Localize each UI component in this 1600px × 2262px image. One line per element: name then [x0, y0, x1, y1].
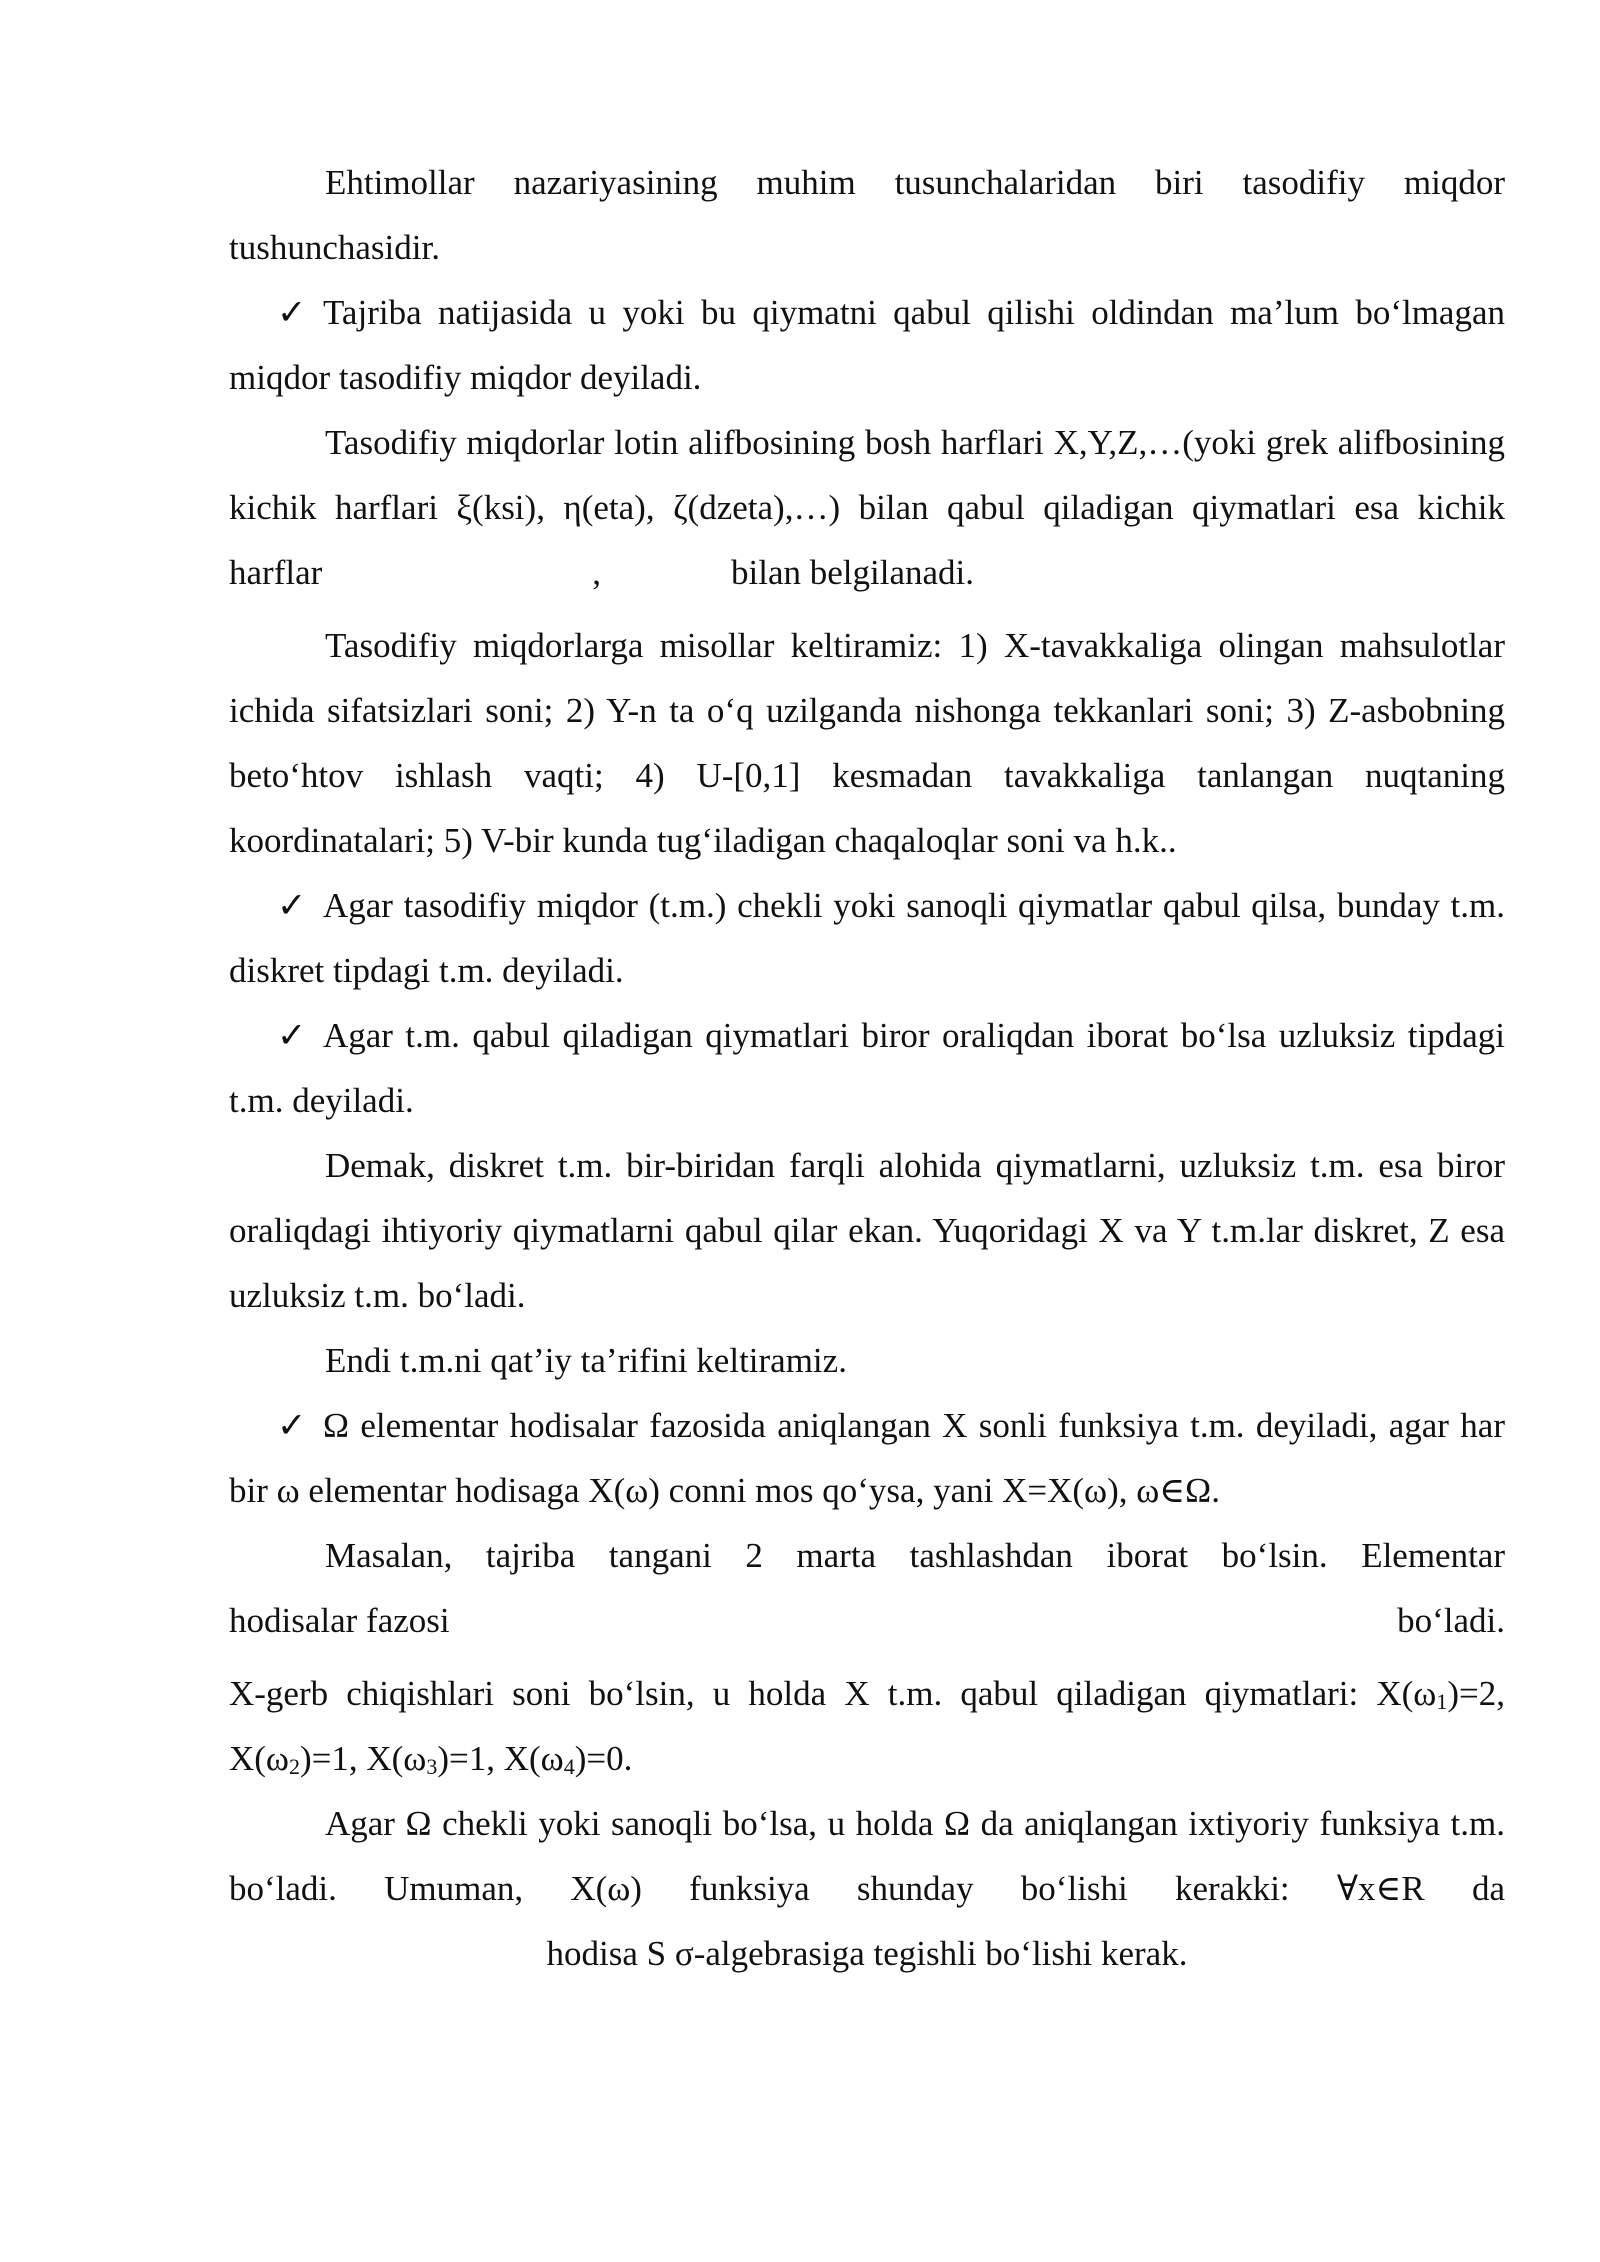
- paragraph-example-coin: Masalan, tajriba tangani 2 marta tashlashdan iborat bo‘lsin. Elementar: [325, 1536, 1505, 1575]
- notation-end: bilan belgilanadi.: [731, 553, 974, 592]
- strict-definition-text: Ω elementar hodisalar fazosida aniqlangan X sonli funksiya t.m. deyiladi, agar har bir ω elementar hodisaga X(ω) conni mos qo‘ysa, yani X=X(ω), ω∈Ω.: [229, 1406, 1505, 1510]
- paragraph-strict-definition: [229, 1393, 1505, 1523]
- elementary-events-end: bo‘ladi.: [1397, 1601, 1505, 1640]
- paragraph-coin-values: [229, 1661, 1505, 1791]
- elementary-events-label: hodisalar fazosi: [229, 1601, 450, 1640]
- coin-values-text: X-gerb chiqishlari soni bo‘lsin, u holda X t.m. qabul qiladigan qiymatlari: X(ω: [229, 1674, 1437, 1713]
- paragraph-finite-omega: Agar Ω chekli yoki sanoqli bo‘lsa, u holda Ω da aniqlangan ixtiyoriy funksiya t.m. bo‘ladi. Umuman, X(ω) funksiya shunday bo‘lishi kerakki: ∀x∈R da: [229, 1804, 1505, 1908]
- checkmark-icon: ✓: [277, 1016, 307, 1055]
- continuous-text: Agar t.m. qabul qiladigan qiymatlari biror oraliqdan iborat bo‘lsa uzluksiz tipdagi t.m. deyiladi.: [229, 1016, 1505, 1120]
- paragraph-continuous-definition: [229, 1003, 1505, 1133]
- document-page: [229, 150, 1505, 1986]
- checkmark-icon: ✓: [277, 886, 307, 925]
- notation-text: Tasodifiy miqdorlar lotin alifbosining bosh harflari X,Y,Z,…(yoki grek alifbosining kichik harflari ξ(ksi), η(eta), ζ(dzeta),…) bilan qabul qiladigan qiymatlari esa kichik harflar: [229, 423, 1505, 592]
- paragraph-strict-definition-intro: Endi t.m.ni qat’iy ta’rifini keltiramiz.: [325, 1341, 847, 1380]
- definition-text: Tajriba natijasida u yoki bu qiymatni qabul qilishi oldindan ma’lum bo‘lmagan miqdor tasodifiy miqdor deyiladi.: [229, 293, 1505, 397]
- coin-values-text: )=1, X(ω: [299, 1739, 427, 1778]
- coin-values-text: )=2, X(ω: [229, 1674, 1505, 1778]
- elementary-events-line: [229, 1588, 1505, 1653]
- subscript-2: 2: [288, 1754, 300, 1779]
- checkmark-icon: ✓: [277, 293, 307, 332]
- paragraph-intro: Ehtimollar nazariyasining muhim tusunchalaridan biri tasodifiy miqdor tushunchasidir.: [229, 163, 1505, 267]
- paragraph-discrete-definition: [229, 873, 1505, 1003]
- paragraph-summary: Demak, diskret t.m. bir-biridan farqli alohida qiymatlarni, uzluksiz t.m. esa biror oraliqdagi ihtiyoriy qiymatlarni qabul qilar ekan. Yuqoridagi X va Y t.m.lar diskret, Z esa uzluksiz t.m. bo‘ladi.: [229, 1146, 1505, 1315]
- subscript-3: 3: [426, 1754, 438, 1779]
- coin-values-text: )=0.: [574, 1739, 633, 1778]
- paragraph-definition-random-variable: [229, 280, 1505, 410]
- paragraph-sigma-algebra: hodisa S σ-algebrasiga tegishli bo‘lishi kerak.: [546, 1934, 1188, 1973]
- subscript-4: 4: [563, 1754, 575, 1779]
- checkmark-icon: ✓: [277, 1406, 307, 1445]
- coin-values-text: )=1, X(ω: [437, 1739, 564, 1778]
- paragraph-examples: Tasodifiy miqdorlarga misollar keltiramiz: 1) X-tavakkaliga olingan mahsulotlar ichida sifatsizlari soni; 2) Y-n ta o‘q uzilganda nishonga tekkanlari soni; 3) Z-asbobning beto‘htov ishlash vaqti; 4) U-[0,1] kesmadan tavakkaliga tanlangan nuqtaning koordinatalari; 5) V-bir kunda tug‘iladigan chaqaloqlar soni va h.k..: [229, 626, 1505, 860]
- discrete-text: Agar tasodifiy miqdor (t.m.) chekli yoki sanoqli qiymatlar qabul qilsa, bunday t.m. diskret tipdagi t.m. deyiladi.: [229, 886, 1505, 990]
- paragraph-notation: [229, 410, 1505, 605]
- notation-comma: ,: [592, 553, 602, 592]
- subscript-1: 1: [1436, 1689, 1448, 1714]
